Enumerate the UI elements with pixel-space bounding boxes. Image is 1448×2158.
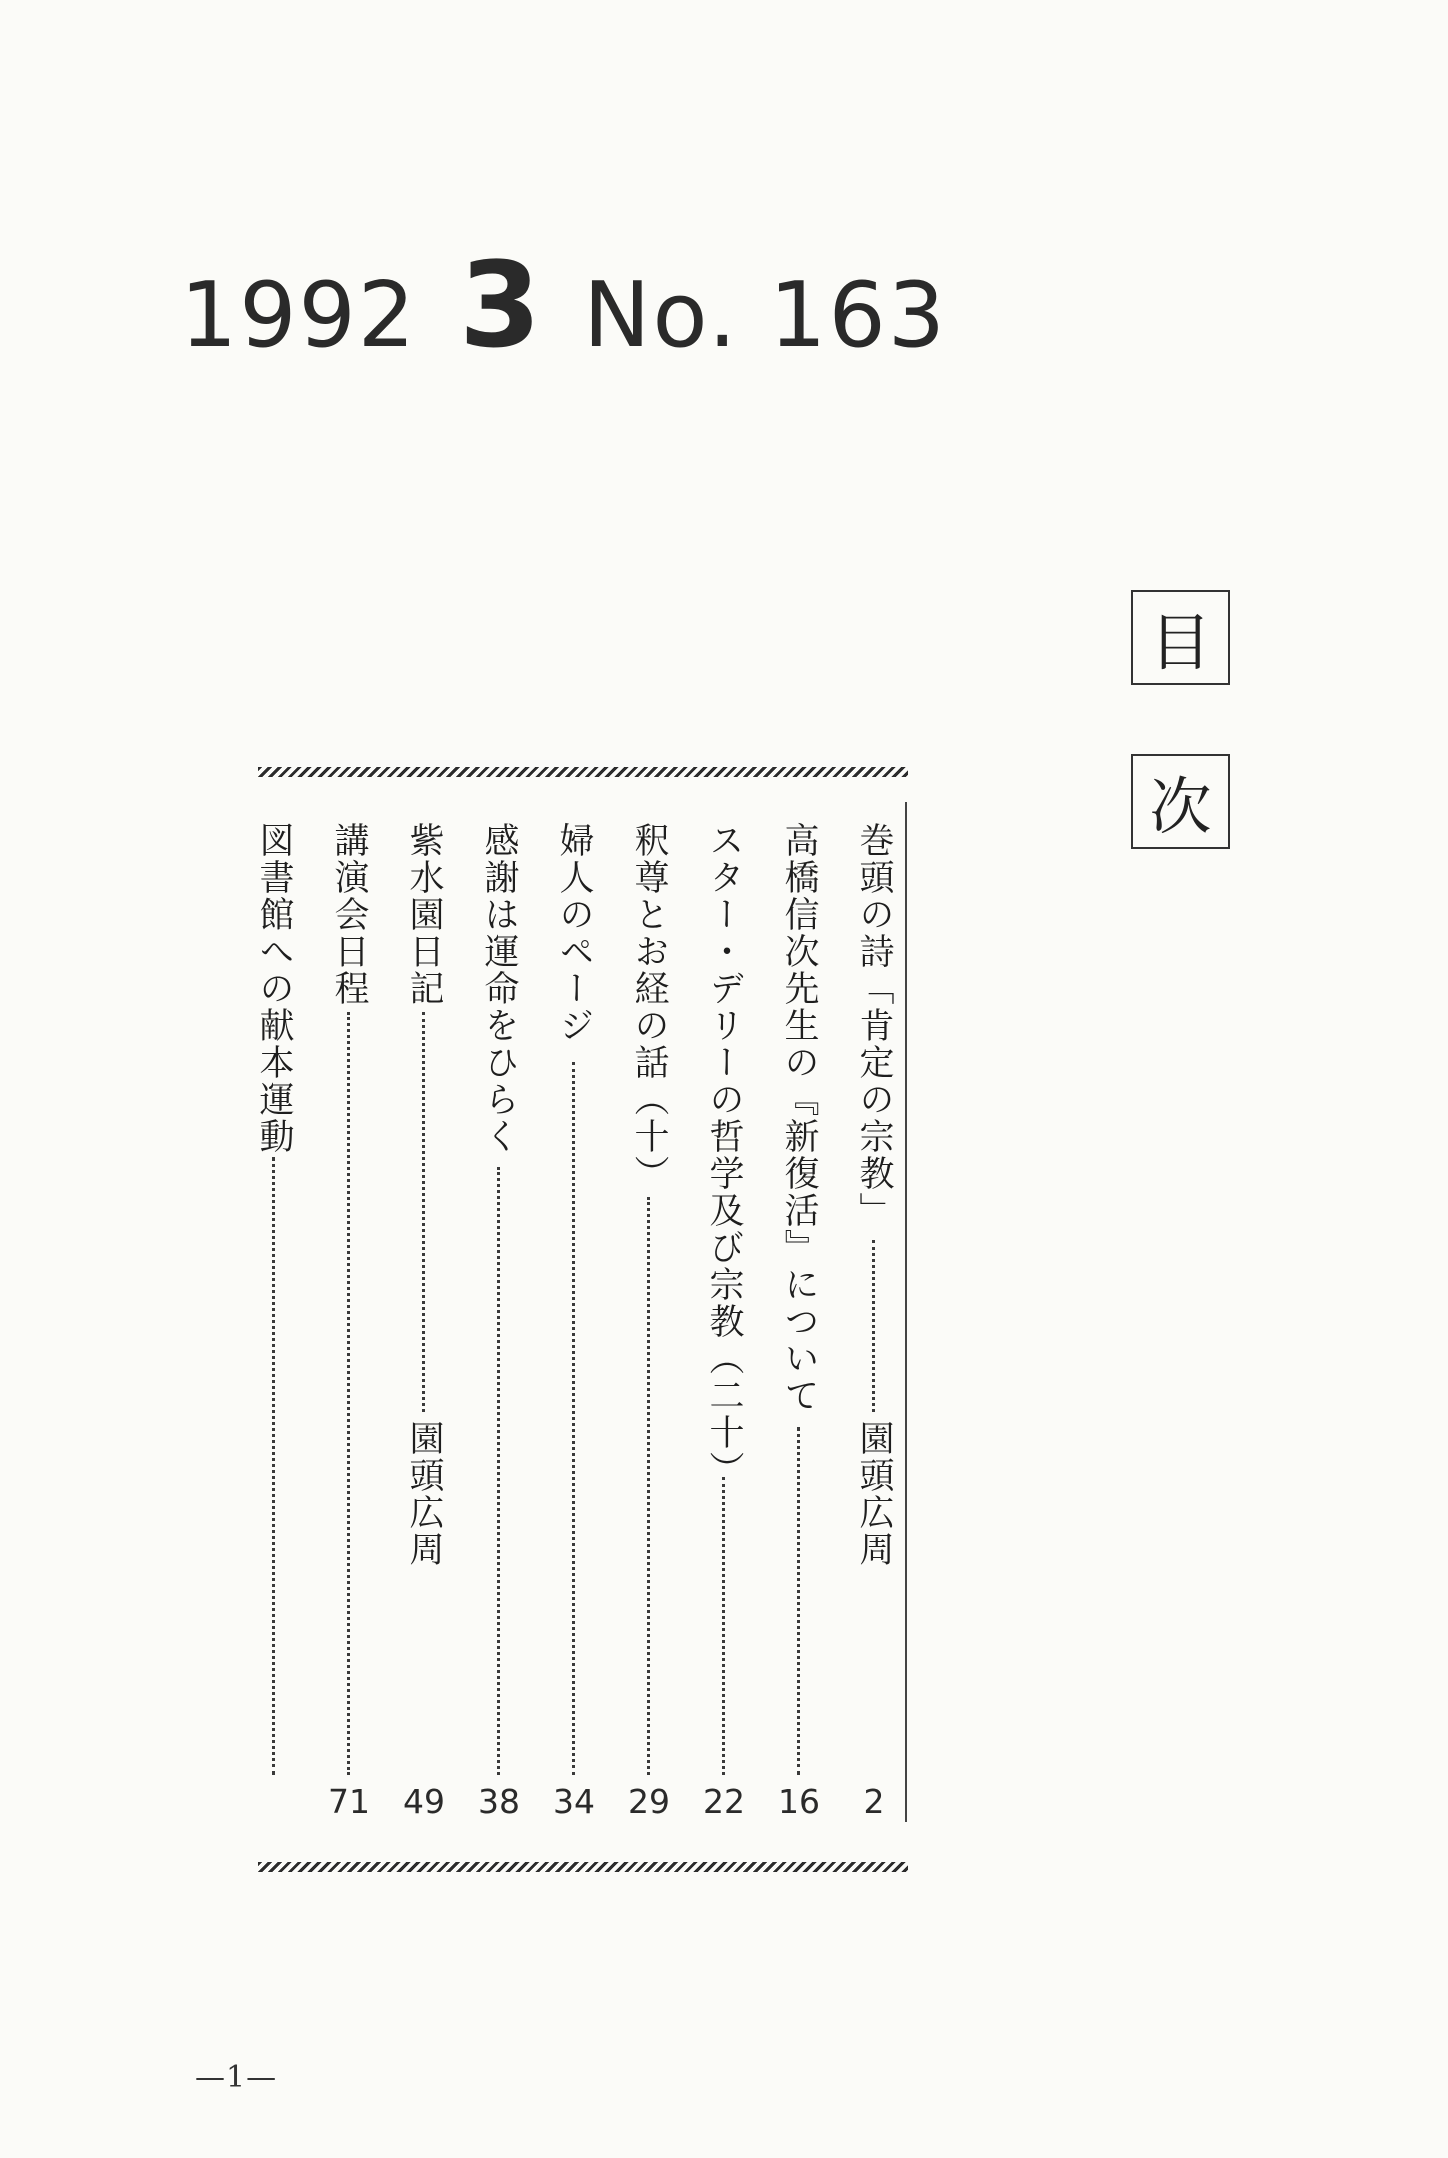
issue-number: No. 163	[583, 263, 947, 368]
issue-header	[180, 236, 947, 374]
toc-entry-title: 紫水園日記	[404, 822, 444, 1007]
toc-entry-page: 2	[863, 1782, 885, 1821]
toc-entry-leader	[272, 1157, 275, 1775]
toc-entry	[398, 822, 450, 1832]
toc-entry	[473, 822, 525, 1832]
toc-entry-page: 16	[778, 1782, 820, 1821]
toc-entry-title: 図書館への献本運動	[254, 822, 294, 1155]
toc-entry-title: スター・デリーの哲学及び宗教（二十）	[704, 822, 744, 1488]
toc-entry	[623, 822, 675, 1832]
toc-entry	[548, 822, 600, 1832]
toc-right-line	[905, 802, 907, 1822]
toc-entry	[773, 822, 825, 1832]
toc-entry	[323, 822, 375, 1832]
toc-entry-leader	[872, 1240, 875, 1412]
toc-entry-leader	[422, 1012, 425, 1412]
issue-year: 1992	[180, 263, 418, 368]
toc-entry-page: 71	[328, 1782, 370, 1821]
toc-top-rule	[258, 767, 908, 777]
toc-entry	[698, 822, 750, 1832]
toc-entry-page: 38	[478, 1782, 520, 1821]
toc-heading-char-2: 次	[1131, 754, 1230, 849]
toc-entry	[248, 822, 300, 1832]
toc-entry	[848, 822, 900, 1832]
toc-entry-title: 感謝は運命をひらく	[479, 822, 519, 1155]
toc-entry-title: 釈尊とお経の話（十）	[629, 822, 669, 1192]
toc-entry-leader	[572, 1062, 575, 1775]
toc-heading-char-1: 目	[1131, 590, 1230, 685]
toc-bottom-rule	[258, 1862, 908, 1872]
page-number: —1—	[195, 2060, 278, 2095]
toc-entry-page: 29	[628, 1782, 670, 1821]
toc-entry-title: 婦人のページ	[554, 822, 594, 1044]
toc-entry-leader	[797, 1427, 800, 1775]
toc-entry-title: 講演会日程	[329, 822, 369, 1007]
toc-entry-title: 巻頭の詩「肯定の宗教」	[854, 822, 894, 1229]
toc-entry-leader	[647, 1197, 650, 1775]
toc-entry-page: 49	[403, 1782, 445, 1821]
toc-entry-leader	[497, 1167, 500, 1775]
issue-month: 3	[459, 236, 542, 374]
toc-entry-title: 高橋信次先生の『新復活』について	[779, 822, 819, 1414]
toc-entry-page: 34	[553, 1782, 595, 1821]
toc-entry-leader	[722, 1477, 725, 1775]
toc-entry-author: 園頭広周	[854, 1420, 894, 1568]
toc-entry-author: 園頭広周	[404, 1420, 444, 1568]
toc-entry-leader	[347, 1012, 350, 1775]
toc-entry-page: 22	[703, 1782, 745, 1821]
